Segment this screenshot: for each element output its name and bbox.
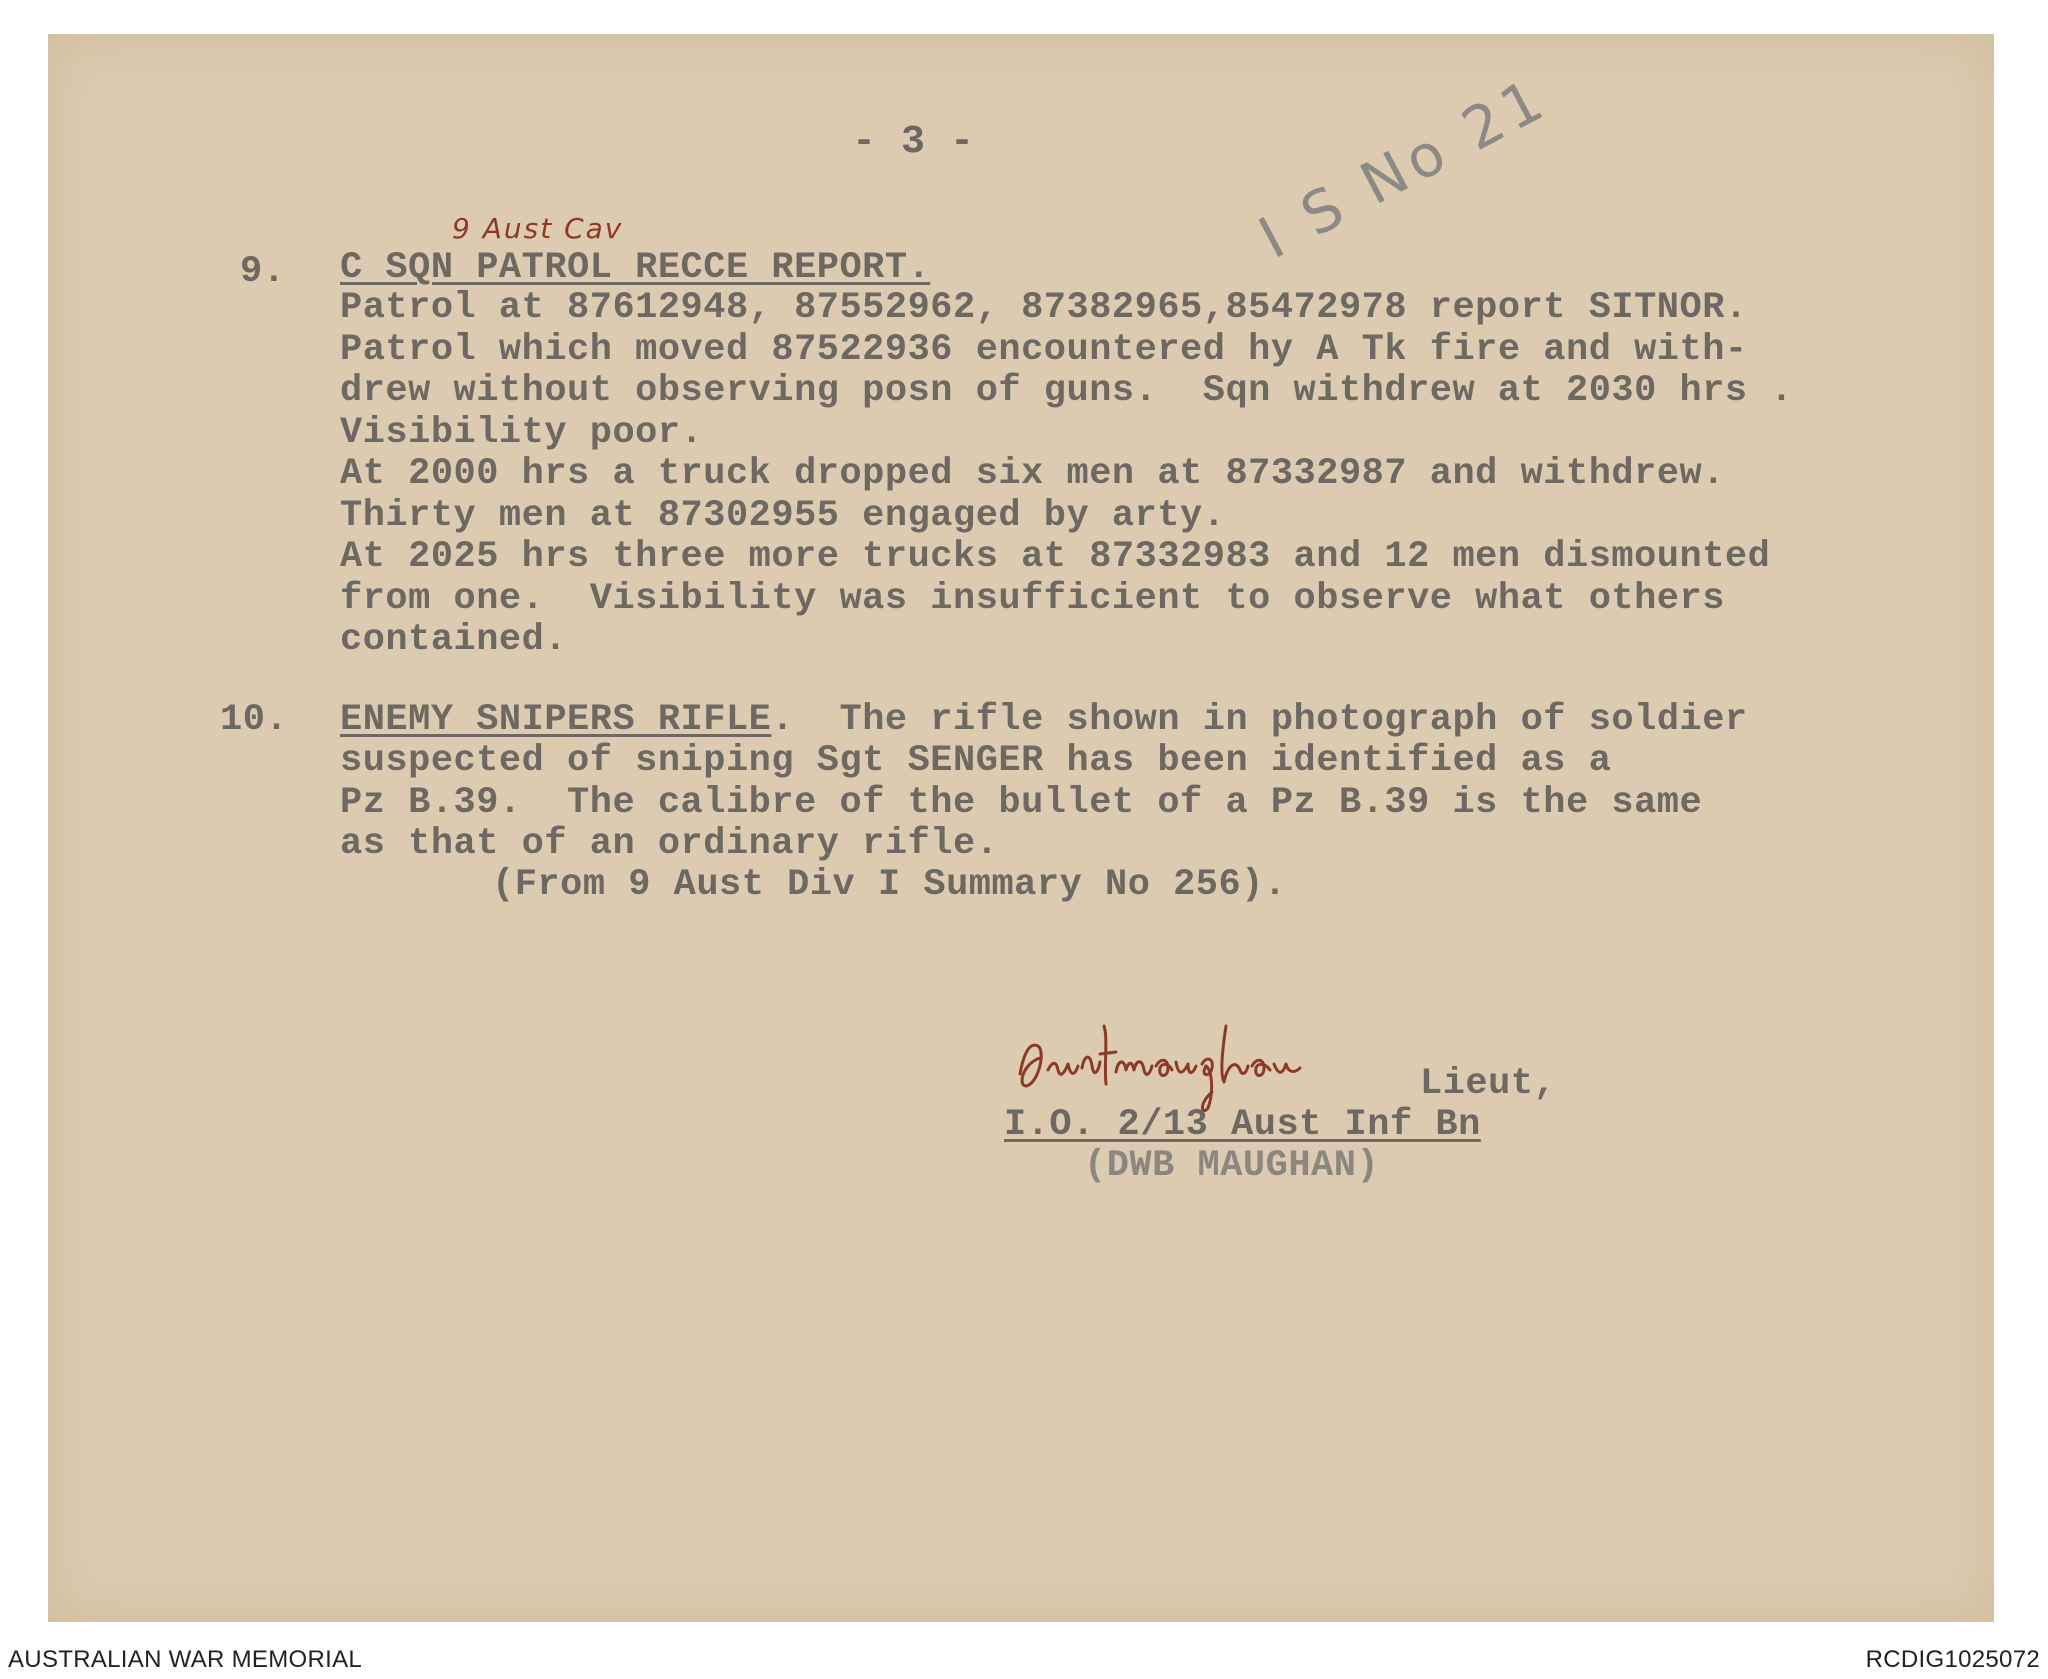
page-number: - 3 - — [852, 120, 975, 165]
section-10-first-line-text: . The rifle shown in photograph of soldier — [771, 699, 1748, 741]
section-9-line: drew without observing posn of guns. Sqn withdrew at 2030 hrs . — [340, 370, 1794, 412]
signature-typed-name: (DWB MAUGHAN) — [1084, 1145, 1380, 1187]
section-10-first-line — [340, 700, 1960, 742]
section-9-line: Visibility poor. — [340, 411, 704, 454]
section-9-line: At 2025 hrs three more trucks at 87332983 and 12 men dismounted — [340, 536, 1771, 578]
signature-rank: Lieut, — [1420, 1063, 1557, 1105]
pencil-annotation: I S No 21 — [1248, 63, 1559, 273]
section-9-line: Thirty men at 87302955 engaged by arty. — [340, 494, 1226, 537]
section-9-line: from one. Visibility was insufficient to observe what others — [340, 577, 1725, 620]
section-10-source: (From 9 Aust Div I Summary No 256). — [492, 864, 1287, 906]
section-10-line: as that of an ordinary rifle. — [340, 823, 999, 865]
footer-record-id: RCDIG1025072 — [1865, 1646, 2040, 1673]
section-9-line: At 2000 hrs a truck dropped six men at 87332987 and withdrew. — [340, 453, 1725, 495]
section-10-heading: ENEMY SNIPERS RIFLE — [340, 699, 772, 741]
signature-title: I.O. 2/13 Aust Inf Bn — [1004, 1104, 1481, 1146]
section-10-line: suspected of sniping Sgt SENGER has been identified as a — [340, 740, 1612, 782]
section-10-number: 10. — [220, 699, 289, 741]
section-10-line: Pz B.39. The calibre of the bullet of a Pz B.39 is the same — [340, 781, 1703, 824]
red-annotation: 9 Aust Cav — [452, 212, 624, 245]
section-9-line: Patrol which moved 87522936 encountered hy A Tk fire and with- — [340, 328, 1748, 371]
footer-institution: AUSTRALIAN WAR MEMORIAL — [8, 1646, 363, 1673]
section-9-heading: C SQN PATROL RECCE REPORT. — [340, 247, 931, 289]
section-9-line: Patrol at 87612948, 87552962, 87382965,85472978 report SITNOR. — [340, 287, 1748, 329]
section-9-line: contained. — [340, 619, 568, 661]
section-9-number: 9. — [240, 251, 286, 293]
